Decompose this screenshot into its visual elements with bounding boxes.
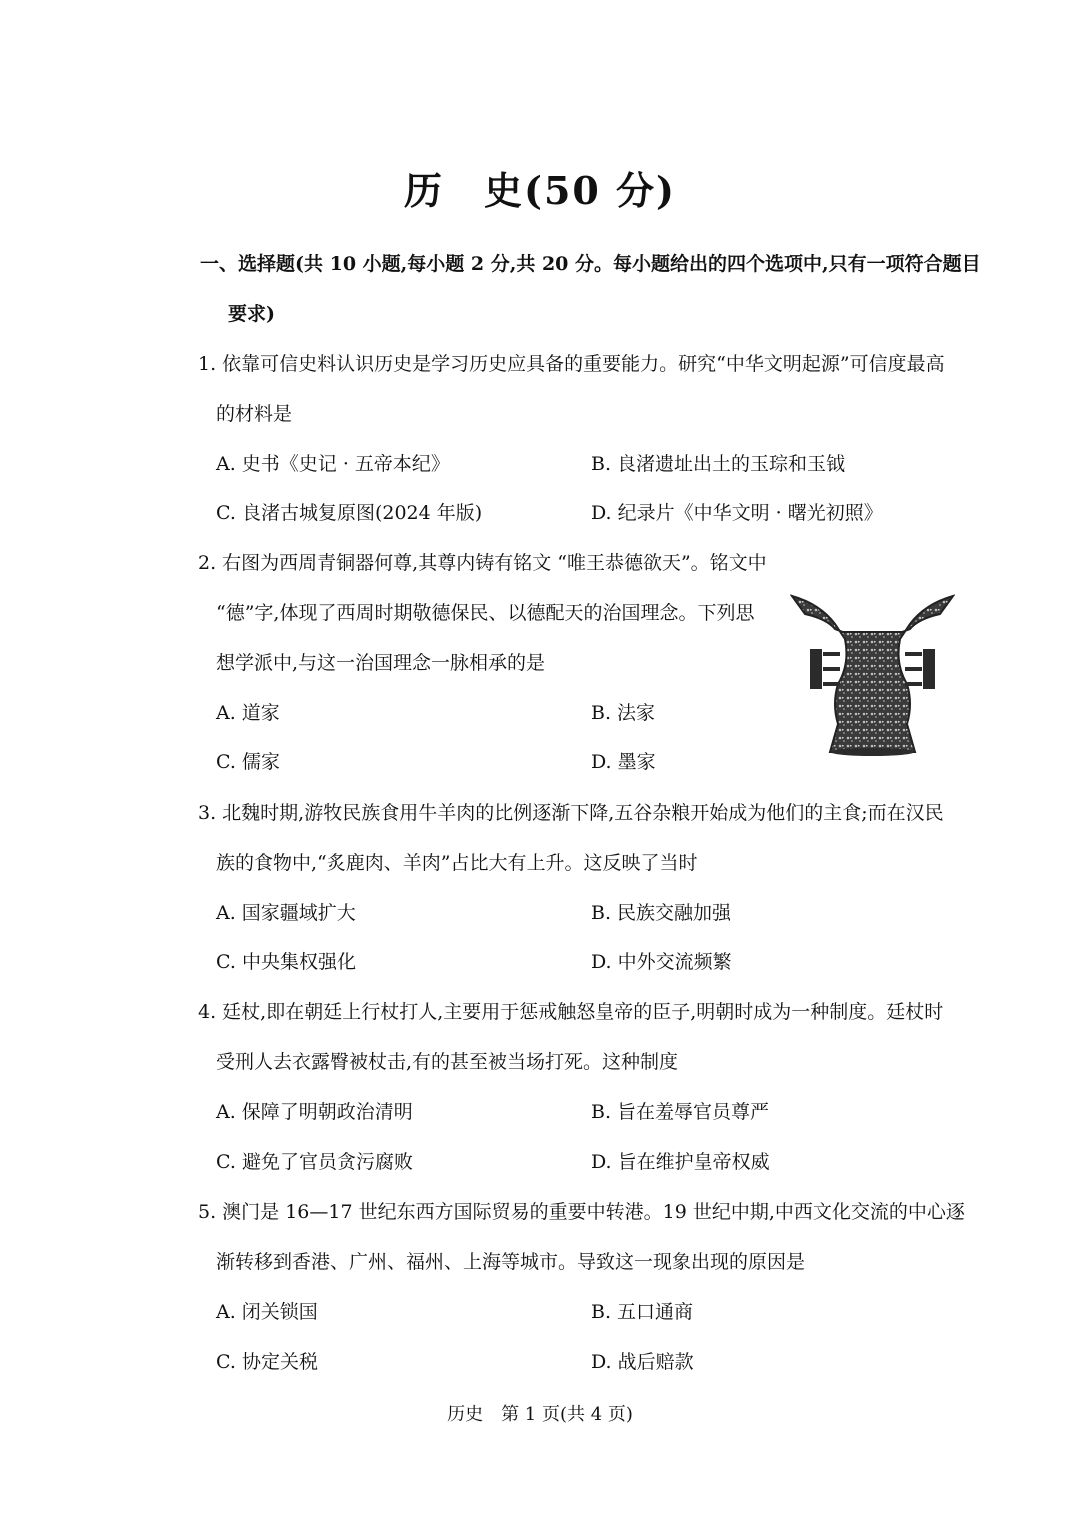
question-2-line-3: 想学派中,与这一治国理念一脉相承的是	[216, 652, 546, 674]
question-4-option-c[interactable]: C. 避免了官员贪污腐败	[216, 1151, 413, 1173]
title-part-a: 历	[403, 168, 444, 213]
question-5-option-c[interactable]: C. 协定关税	[216, 1351, 318, 1373]
question-5-option-d[interactable]: D. 战后赔款	[591, 1351, 694, 1373]
question-4-option-d[interactable]: D. 旨在维护皇帝权威	[591, 1151, 770, 1173]
question-1-option-d[interactable]: D. 纪录片《中华文明 · 曙光初照》	[591, 502, 883, 524]
question-2-option-a[interactable]: A. 道家	[216, 702, 280, 724]
question-1-option-c[interactable]: C. 良渚古城复原图(2024 年版)	[216, 502, 483, 524]
question-3-line-2: 族的食物中,“炙鹿肉、羊肉”占比大有上升。这反映了当时	[216, 852, 698, 874]
question-5-line-2: 渐转移到香港、广州、福州、上海等城市。导致这一现象出现的原因是	[216, 1251, 806, 1273]
question-3-option-c[interactable]: C. 中央集权强化	[216, 951, 356, 973]
question-5-option-b[interactable]: B. 五口通商	[591, 1301, 694, 1323]
question-2-line-2: “德”字,体现了西周时期敬德保民、以德配天的治国理念。下列思	[216, 602, 755, 624]
question-2-option-b[interactable]: B. 法家	[591, 702, 656, 724]
question-4-option-a[interactable]: A. 保障了明朝政治清明	[216, 1101, 413, 1123]
bronze-vessel-he-zun-icon	[790, 584, 955, 759]
page-footer: 历史 第 1 页(共 4 页)	[447, 1404, 633, 1425]
question-4-option-b[interactable]: B. 旨在羞辱官员尊严	[591, 1101, 770, 1123]
page-title	[0, 160, 1080, 215]
title-part-b: 史(50 分)	[483, 168, 677, 213]
question-1-option-b[interactable]: B. 良渚遗址出土的玉琮和玉钺	[591, 453, 846, 475]
question-2-line-1: 2. 右图为西周青铜器何尊,其尊内铸有铭文 “唯王恭德欲天”。铭文中	[198, 552, 767, 574]
question-3-line-1: 3. 北魏时期,游牧民族食用牛羊肉的比例逐渐下降,五谷杂粮开始成为他们的主食;而在汉民	[198, 802, 944, 824]
question-2-option-c[interactable]: C. 儒家	[216, 751, 280, 773]
question-3-option-a[interactable]: A. 国家疆域扩大	[216, 902, 356, 924]
question-2-option-d[interactable]: D. 墨家	[591, 751, 656, 773]
question-4-line-2: 受刑人去衣露臀被杖击,有的甚至被当场打死。这种制度	[216, 1051, 679, 1073]
question-5-line-1: 5. 澳门是 16—17 世纪东西方国际贸易的重要中转港。19 世纪中期,中西文化交流的中心逐	[198, 1201, 965, 1223]
question-1-option-a[interactable]: A. 史书《史记 · 五帝本纪》	[216, 453, 450, 475]
section-heading-line2: 要求)	[228, 303, 275, 325]
question-3-option-d[interactable]: D. 中外交流频繁	[591, 951, 732, 973]
question-4-line-1: 4. 廷杖,即在朝廷上行杖打人,主要用于惩戒触怒皇帝的臣子,明朝时成为一种制度。廷杖时	[198, 1001, 944, 1023]
section-heading-line1: 一、选择题(共 10 小题,每小题 2 分,共 20 分。每小题给出的四个选项中,只有一项符合题目	[200, 253, 981, 275]
question-1-line-1: 1. 依靠可信史料认识历史是学习历史应具备的重要能力。研究“中华文明起源”可信度最高	[198, 353, 945, 375]
question-5-option-a[interactable]: A. 闭关锁国	[216, 1301, 318, 1323]
question-3-option-b[interactable]: B. 民族交融加强	[591, 902, 732, 924]
question-1-line-2: 的材料是	[216, 403, 293, 425]
